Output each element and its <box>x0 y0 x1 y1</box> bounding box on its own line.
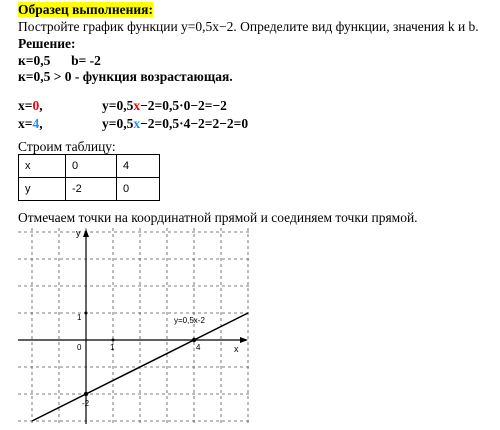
grid <box>18 228 250 424</box>
tick-x-1: 1 <box>110 343 115 352</box>
solution-label: Решение: <box>18 36 76 51</box>
b-value: b= -2 <box>71 53 101 68</box>
coefficients <box>18 53 101 69</box>
conclusion: к=0,5 > 0 - функция возрастающая. <box>18 69 233 84</box>
calc-row-1 <box>18 98 488 114</box>
calc2-x: x=4, <box>18 116 43 131</box>
calc1-y: y=0,5x−2=0,5·0−2=−2 <box>102 98 227 113</box>
table-row <box>19 155 160 178</box>
axis-y-label: y <box>76 228 81 238</box>
tick-mark-x-1 <box>112 339 115 342</box>
table-row <box>19 178 160 201</box>
tick-x-4: 4 <box>196 343 201 352</box>
calc1-x: x=0, <box>18 98 43 113</box>
point-4-0 <box>192 338 196 342</box>
table-cell: y <box>19 178 66 201</box>
y-axis-arrow <box>83 229 89 237</box>
table-cell: x <box>19 155 66 178</box>
tick-y-neg2: -2 <box>82 399 90 408</box>
heading-highlight: Образец выполнения: <box>18 2 153 17</box>
table-cell: 4 <box>117 155 160 178</box>
function-label: у=0,5х-2 <box>174 316 205 325</box>
k-value: к=0,5 <box>18 53 51 68</box>
x-axis-arrow <box>240 337 248 343</box>
calc-row-2 <box>18 116 488 132</box>
calc2-y: y=0,5x−2=0,5·4−2=2−2=0 <box>102 116 249 131</box>
table-cell: 0 <box>66 155 117 178</box>
origin-label: 0 <box>77 343 82 352</box>
example-heading <box>18 2 153 18</box>
function-graph <box>18 228 250 424</box>
point-0-neg2 <box>84 392 88 396</box>
table-cell: -2 <box>66 178 117 201</box>
axis-x-label: x <box>234 344 239 354</box>
plot-instruction: Отмечаем точки на координатной прямой и соединяем точки прямой. <box>18 210 418 225</box>
table-heading: Строим таблицу: <box>18 139 116 154</box>
tick-y-1: 1 <box>77 313 82 322</box>
tick-mark-y-1 <box>85 312 88 315</box>
values-table <box>18 154 160 201</box>
table-cell: 0 <box>117 178 160 201</box>
task-text: Постройте график функции y=0,5x−2. Определите вид функции, значения k и b. <box>18 19 479 34</box>
